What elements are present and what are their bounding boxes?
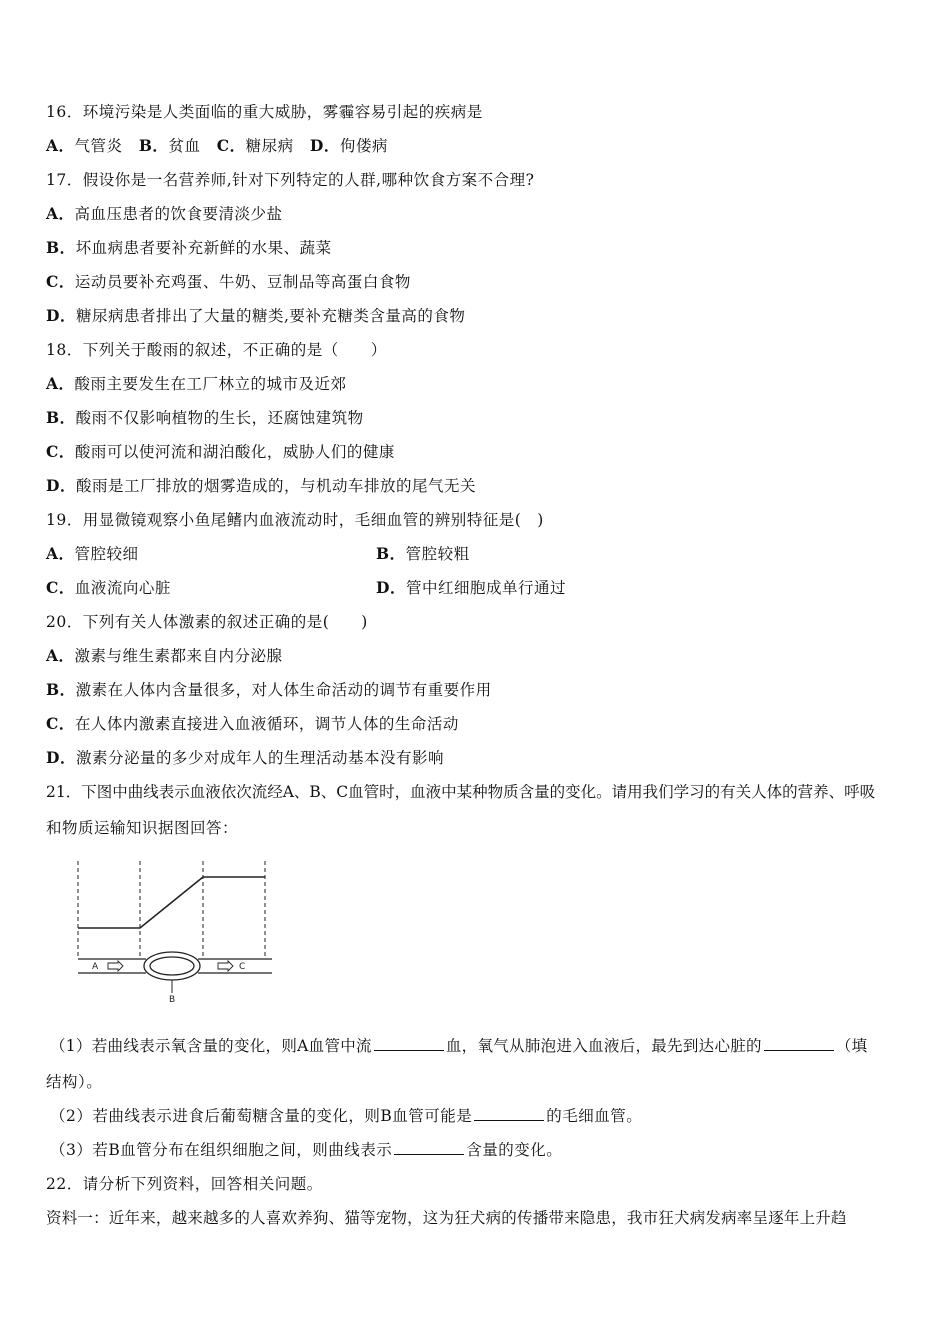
- q18-stem: 18．下列关于酸雨的叙述，不正确的是（ ）: [46, 341, 387, 359]
- q19-option-c: [46, 579, 171, 597]
- label-c: C: [239, 962, 246, 972]
- q21-sub2: [50, 1106, 642, 1126]
- q19-option-d-letter: D．: [376, 578, 406, 597]
- q19-option-a-text: 管腔较细: [74, 545, 139, 563]
- q21-sub3-part-b: 含量的变化。: [466, 1141, 563, 1159]
- q19-stem: 19．用显微镜观察小鱼尾鳍内血液流动时，毛细血管的辨别特征是( ): [46, 511, 544, 529]
- q18-option-b: [46, 408, 364, 428]
- q19-option-b-letter: B．: [376, 544, 406, 563]
- q16-option-c-text: 糖尿病: [245, 137, 294, 155]
- q20-option-c-letter: C．: [46, 714, 75, 733]
- q16-option-b-text: 贫血: [168, 137, 201, 155]
- q18-option-d: [46, 476, 476, 496]
- q17-option-c-text: 运动员要补充鸡蛋、牛奶、豆制品等高蛋白食物: [74, 273, 411, 291]
- q21-sub3-part-a: （3）若B血管分布在组织细胞之间，则曲线表示: [50, 1141, 393, 1159]
- q16-option-a-letter: A．: [46, 136, 75, 155]
- q20-option-b-letter: B．: [46, 680, 76, 699]
- q19-option-c-text: 血液流向心脏: [74, 579, 171, 597]
- q18-option-b-text: 酸雨不仅影响植物的生长，还腐蚀建筑物: [75, 409, 364, 427]
- q18-option-d-text: 酸雨是工厂排放的烟雾造成的，与机动车排放的尾气无关: [75, 477, 476, 495]
- substance-curve: [78, 877, 265, 928]
- q21-sub1-part-a: （1）若曲线表示氧含量的变化，则A血管中流: [50, 1037, 372, 1055]
- q19-option-d-text: 管中红细胞成单行通过: [405, 579, 566, 597]
- q17-option-c-letter: C．: [46, 272, 75, 291]
- q17-option-a-letter: A．: [46, 204, 75, 223]
- q18-option-a-text: 酸雨主要发生在工厂林立的城市及近郊: [74, 375, 347, 393]
- q18-option-c: [46, 442, 395, 462]
- q19-option-a-letter: A．: [46, 544, 75, 563]
- q21-sub1-blank-1[interactable]: [374, 1036, 444, 1051]
- q22-stem: 22．请分析下列资料，回答相关问题。: [46, 1175, 323, 1193]
- q18-option-c-letter: C．: [46, 442, 75, 461]
- flow-arrow-out: [218, 961, 233, 971]
- flow-arrow-in: [108, 961, 123, 971]
- q17-option-b-letter: B．: [46, 238, 76, 257]
- q19-option-d: [376, 578, 566, 598]
- q22-material1: 资料一：近年来，越来越多的人喜欢养狗、猫等宠物，这为狂犬病的传播带来隐患，我市狂犬病发病率呈逐年上升趋: [46, 1209, 847, 1227]
- label-b: B: [169, 995, 176, 1005]
- capillary-outer: [144, 952, 200, 980]
- q19-option-a: [46, 545, 139, 563]
- q21-sub2-part-b: 的毛细血管。: [546, 1107, 643, 1125]
- q19-option-b-text: 管腔较粗: [405, 545, 470, 563]
- q19-option-b: [376, 544, 470, 564]
- q16-option-d-text: 佝偻病: [339, 137, 388, 155]
- q21-sub1: [50, 1036, 867, 1056]
- q16-option-d-letter: D．: [309, 136, 340, 155]
- q18-option-a-letter: A．: [46, 374, 75, 393]
- q18-option-a: [46, 374, 347, 394]
- q18-option-d-letter: D．: [46, 476, 76, 495]
- q17-stem: 17．假设你是一名营养师,针对下列特定的人群,哪种饮食方案不合理?: [46, 171, 535, 189]
- q20-option-b-text: 激素在人体内含量很多，对人体生命活动的调节有重要作用: [75, 681, 492, 699]
- q18-option-b-letter: B．: [46, 408, 76, 427]
- q20-option-d-letter: D．: [46, 748, 76, 767]
- q21-sub1-part-b: 血，氧气从肺泡进入血液后，最先到达心脏的: [445, 1037, 762, 1055]
- q19-options-row1: [46, 544, 846, 564]
- q21-sub2-part-a: （2）若曲线表示进食后葡萄糖含量的变化，则B血管可能是: [50, 1107, 473, 1125]
- blood-vessel-diagram: [72, 855, 282, 1005]
- q17-option-a-text: 高血压患者的饮食要清淡少盐: [74, 205, 283, 223]
- label-a: A: [92, 962, 99, 972]
- q19-options-row2: [46, 578, 846, 598]
- q20-option-c-text: 在人体内激素直接进入血液循环，调节人体的生命活动: [74, 715, 459, 733]
- q21-sub1-blank-2[interactable]: [764, 1036, 834, 1051]
- q21-sub3: [50, 1140, 562, 1160]
- q17-option-a: [46, 204, 283, 224]
- q20-option-a-text: 激素与维生素都来自内分泌腺: [74, 647, 283, 665]
- q16-option-c-letter: C．: [216, 136, 246, 155]
- q20-option-b: [46, 680, 492, 700]
- q21-sub1-part-c: （填: [835, 1037, 868, 1055]
- q17-option-d-letter: D．: [46, 306, 76, 325]
- q17-option-d: [46, 306, 465, 326]
- q21-sub3-blank[interactable]: [394, 1140, 464, 1155]
- q17-option-c: [46, 272, 411, 292]
- q17-option-b: [46, 238, 332, 258]
- q21-sub2-blank[interactable]: [474, 1106, 544, 1121]
- q21-stem-line2: 和物质运输知识据图回答：: [46, 819, 239, 837]
- q20-option-a-letter: A．: [46, 646, 75, 665]
- q19-option-c-letter: C．: [46, 578, 75, 597]
- q20-option-d: [46, 748, 444, 768]
- q17-option-d-text: 糖尿病患者排出了大量的糖类,要补充糖类含量高的食物: [75, 307, 466, 325]
- q18-option-c-text: 酸雨可以使河流和湖泊酸化，威胁人们的健康: [74, 443, 395, 461]
- q20-option-a: [46, 646, 283, 666]
- q16-option-a-text: 气管炎: [74, 137, 123, 155]
- capillary-inner: [150, 957, 194, 975]
- q16-stem: 16．环境污染是人类面临的重大威胁，雾霾容易引起的疾病是: [46, 103, 483, 121]
- q16-options: [46, 136, 388, 156]
- q20-option-d-text: 激素分泌量的多少对成年人的生理活动基本没有影响: [75, 749, 444, 767]
- q21-stem-line1: 21．下图中曲线表示血液依次流经A、B、C血管时，血液中某种物质含量的变化。请用我们学习的有关人体的营养、呼吸: [46, 783, 876, 801]
- q20-stem: 20．下列有关人体激素的叙述正确的是( ): [46, 613, 368, 631]
- q21-sub1-line2: 结构）。: [46, 1073, 103, 1091]
- q20-option-c: [46, 714, 459, 734]
- q16-option-b-letter: B．: [138, 136, 169, 155]
- q17-option-b-text: 坏血病患者要补充新鲜的水果、蔬菜: [75, 239, 332, 257]
